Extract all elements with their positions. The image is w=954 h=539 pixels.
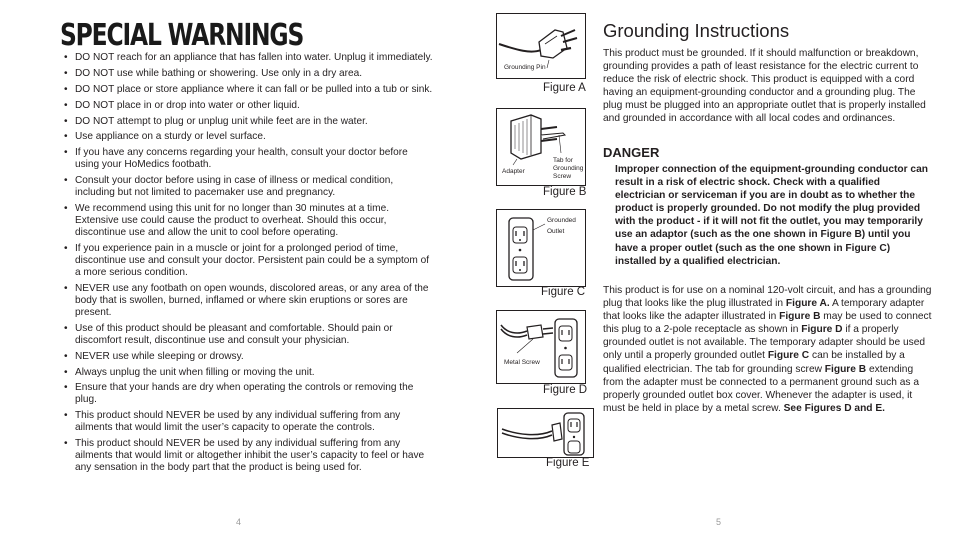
warning-item: • DO NOT attempt to plug or unplug unit while feet are in the water. <box>63 116 433 128</box>
circuit-text-2: A temporary adapter that looks like the adapter illustrated in <box>603 298 925 323</box>
danger-paragraph: Improper connection of the equipment-grounding conductor can result in a risk of electric shock. Check with a qualified electrician or serviceman if you are in doubt as to whether the product is properly grounded. Do not modify the plug provided with the product - if it will not fit the outlet, you may temporarily use an adaptor (such as the one shown in Figure B) until you have a proper outlet (such as the one shown in Figure C) installed by a qualified electrician. <box>615 164 928 267</box>
warning-item: • If you have any concerns regarding your health, consult your doctor before using your HoMedics footbath. <box>63 147 433 171</box>
circuit-text-6: extending from the adapter must be connected to a permanent ground such as a properly grounded outlet box cover. Whenever the adapter is used, it must be held in place by a metal screw. <box>603 363 920 414</box>
warning-item: • DO NOT reach for an appliance that has fallen into water. Unplug it immediately. <box>63 52 433 64</box>
figure-e-label: Figure E <box>546 457 590 469</box>
warning-item: • NEVER use while sleeping or drowsy. <box>63 351 433 363</box>
warning-item: • Ensure that your hands are dry when operating the controls or removing the plug. <box>63 382 433 406</box>
circuit-text-5: can be installed by a qualified electrician. The tab for grounding screw <box>603 350 905 375</box>
figure-ref-a: Figure A. <box>785 298 830 310</box>
warning-item: • This product should NEVER be used by any individual suffering from any ailments that would limit or altogether inhibit the user’s capacity to feel or have any sensation in the body part that the product is being used for. <box>63 438 433 474</box>
grounding-intro-paragraph: This product must be grounded. If it should malfunction or breakdown, grounding provides a path of least resistance for the electric current to reduce the risk of electric shock. This product is equipped with a cord having an equipment-grounding conductor and a grounding plug. The plug must be plugged into an appropriate outlet that is properly installed and grounded in accordance with all local codes and ordinances. <box>603 48 926 125</box>
figure-e-plug-in-outlet-image <box>497 408 594 458</box>
figure-ref-d: Figure D <box>801 324 843 336</box>
adapter-caption: Adapter <box>502 168 525 175</box>
metal-screw-caption: Metal Screw <box>504 359 540 366</box>
page-number-right: 5 <box>716 517 722 527</box>
grounding-pin-caption: Grounding Pin <box>504 64 546 71</box>
warning-item: • Consult your doctor before using in case of illness or medical condition, including but not limited to pacemaker use and pregnancy. <box>63 175 433 199</box>
figure-ref-b: Figure B <box>779 311 821 323</box>
figure-a-label: Figure A <box>543 82 586 94</box>
grounding-instructions-title: Grounding Instructions <box>603 20 790 41</box>
warning-item: • DO NOT place or store appliance where it can fall or be pulled into a tub or sink. <box>63 84 433 96</box>
figure-c-label: Figure C <box>541 286 586 298</box>
warning-item: • This product should NEVER be used by any individual suffering from any ailments that would limit the user’s capacity to operate the controls. <box>63 410 433 434</box>
warning-item: • Always unplug the unit when filling or moving the unit. <box>63 367 433 379</box>
figure-b-label: Figure B <box>543 186 587 198</box>
circuit-paragraph <box>603 284 933 415</box>
warning-item: • DO NOT use while bathing or showering. Use only in a dry area. <box>63 68 433 80</box>
danger-heading: DANGER <box>603 145 660 160</box>
special-warnings-title: SPECIAL WARNINGS <box>60 18 304 53</box>
warning-item: • NEVER use any footbath on open wounds, discolored areas, or any area of the body that is swollen, burned, inflamed or where skin eruptions or sores are present. <box>63 283 433 319</box>
figure-d-adapter-in-outlet-image <box>496 310 586 384</box>
circuit-text-1: This product is for use on a nominal 120-volt circuit, and has a grounding plug that looks like the plug illustrated in <box>603 285 932 310</box>
figure-ref-c: Figure C <box>767 350 810 362</box>
warning-item: • We recommend using this unit for no longer than 30 minutes at a time. Extensive use could cause the product to overheat. Should this occur, discontinue use and allow the unit to cool before operating. <box>63 203 433 239</box>
circuit-text-4: if a properly grounded outlet is not available. The temporary adapter should be used only until a properly grounded outlet <box>603 324 926 362</box>
warning-item: • DO NOT place in or drop into water or other liquid. <box>63 100 433 112</box>
warning-item: • Use appliance on a sturdy or level surface. <box>63 131 433 143</box>
warnings-list <box>63 52 433 478</box>
figure-d-label: Figure D <box>543 384 588 396</box>
figure-ref-b-2: Figure B <box>824 363 867 375</box>
warning-item: • If you experience pain in a muscle or joint for a prolonged period of time, discontinue use and consult your doctor. Persistent pain could be a symptom of a more serious condition. <box>63 243 433 279</box>
figure-ref-d-e: See Figures D and E. <box>783 402 885 414</box>
tab-grounding-screw-caption: Tab for Grounding Screw <box>553 157 584 180</box>
circuit-text-3: may be used to connect this plug to a 2-pole receptacle as shown in <box>603 311 932 336</box>
warning-item: • Use of this product should be pleasant and comfortable. Should pain or discomfort result, discontinue use and consult your physician. <box>63 323 433 347</box>
grounded-outlet-caption: Grounded Outlet <box>547 217 576 235</box>
page-number-left: 4 <box>236 517 242 527</box>
